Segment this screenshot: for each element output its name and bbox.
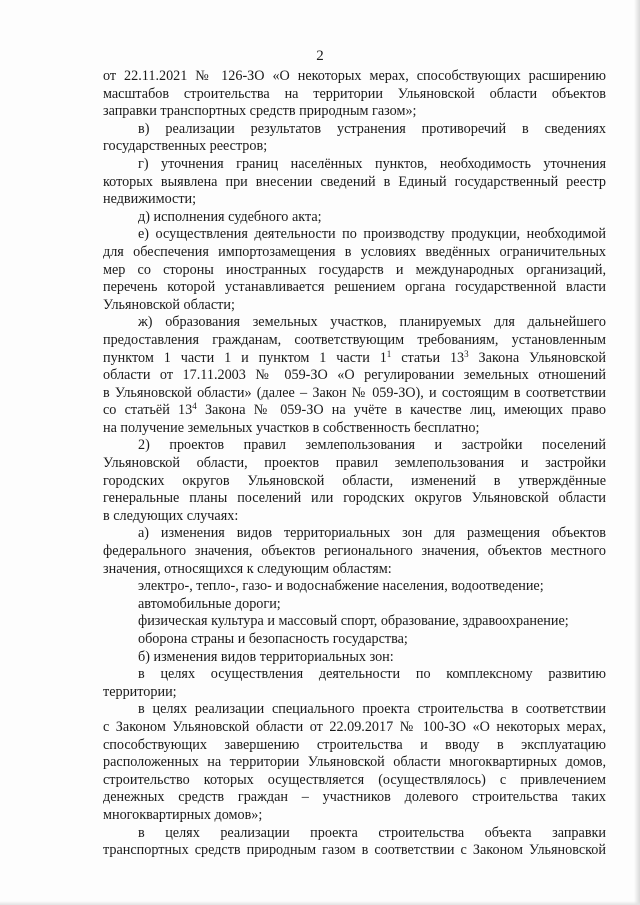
text-line: перечень которой устанавливается решением органа государственной власти: [103, 279, 606, 296]
text-line: которых выявлена при внесении сведений в Единый государственный реестр: [103, 173, 606, 190]
text-line: е) осуществления деятельности по производству продукции, необходимой: [138, 226, 606, 243]
text-line: предоставления гражданам, соответствующим требованиям, установленным: [103, 331, 606, 348]
text-line: в) реализации результатов устранения противоречий в сведениях: [138, 120, 606, 137]
text-line: с Законом Ульяновской области от 22.09.2017 № 100-ЗО «О некоторых мерах,: [103, 718, 606, 735]
text-line: Ульяновской области, проектов правил землепользования и застройки: [103, 455, 606, 472]
text-line: пунктом 1 части 1 и пунктом 1 части $1^1$ статьи $13^3$ Закона Ульяновской: [103, 348, 606, 366]
text-line: со статьёй $13^4$ Закона № 059-ЗО на учёте в качестве лиц, имеющих право: [103, 401, 606, 419]
text-line: на получение земельных участков в собственность бесплатно;: [103, 419, 480, 436]
text-line: генеральные планы поселений или городских округов Ульяновской области: [103, 490, 606, 507]
text-line: территории;: [103, 683, 177, 700]
text-line: в целях осуществления деятельности по комплексному развитию: [138, 666, 606, 683]
text-line: транспортных средств природным газом в соответствии с Законом Ульяновской: [103, 842, 606, 859]
page-number: 2: [316, 48, 324, 64]
text-line: заправки транспортных средств природным газом»;: [103, 103, 417, 120]
text-line: мер со стороны иностранных государств и международных организаций,: [103, 261, 606, 278]
text-line: б) изменения видов территориальных зон:: [138, 648, 394, 665]
text-line: г) уточнения границ населённых пунктов, необходимость уточнения: [138, 155, 606, 172]
text-line: в следующих случаях:: [103, 507, 239, 524]
text-line: федерального значения, объектов регионального значения, объектов местного: [103, 543, 606, 560]
scan-edge-shadow: [634, 0, 640, 905]
text-line: строительство которых осуществляется (осуществлялось) с привлечением: [103, 771, 606, 788]
text-line: от 22.11.2021 № 126-ЗО «О некоторых мерах, способствующих расширению: [103, 68, 606, 84]
text-line: масштабов строительства на территории Ульяновской области объектов: [103, 85, 606, 102]
text-line: Ульяновской области;: [103, 296, 235, 313]
text-line: в целях реализации специального проекта строительства в соответствии: [138, 701, 606, 718]
text-line: государственных реестров;: [103, 138, 268, 155]
text-line: многоквартирных домов»;: [103, 806, 263, 823]
text-line: электро-, тепло-, газо- и водоснабжение населения, водоотведение;: [138, 578, 544, 595]
text-line: ж) образования земельных участков, планируемых для дальнейшего: [138, 314, 606, 331]
text-line: недвижимости;: [103, 191, 197, 208]
text-line: области от 17.11.2003 № 059-ЗО «О регулировании земельных отношений: [103, 367, 606, 384]
text-line: денежных средств граждан – участников долевого строительства таких: [103, 789, 606, 806]
text-line: оборона страны и безопасность государства;: [138, 631, 408, 647]
text-line: городских округов Ульяновской области, изменений в утверждённые: [103, 472, 606, 489]
text-line: расположенных на территории Ульяновской области многоквартирных домов,: [103, 754, 606, 771]
text-line: значения, относящихся к следующим областям:: [103, 560, 392, 577]
document-body: [103, 68, 606, 860]
text-line: в Ульяновской области» (далее – Закон № 059-ЗО), и состоящим в соответствии: [103, 384, 606, 401]
text-line: а) изменения видов территориальных зон для размещения объектов: [138, 525, 606, 542]
text-line: автомобильные дороги;: [138, 595, 281, 612]
text-line: способствующих завершению строительства и вводу в эксплуатацию: [103, 736, 606, 753]
text-line: для обеспечения импортозамещения в условиях введённых ограничительных: [103, 243, 606, 260]
text-line: 2) проектов правил землепользования и застройки поселений: [138, 437, 606, 454]
scan-edge-shadow-bottom: [0, 901, 640, 905]
text-line: д) исполнения судебного акта;: [138, 208, 322, 225]
text-line: физическая культура и массовый спорт, образование, здравоохранение;: [138, 613, 569, 630]
text-line: в целях реализации проекта строительства объекта заправки: [138, 824, 606, 841]
